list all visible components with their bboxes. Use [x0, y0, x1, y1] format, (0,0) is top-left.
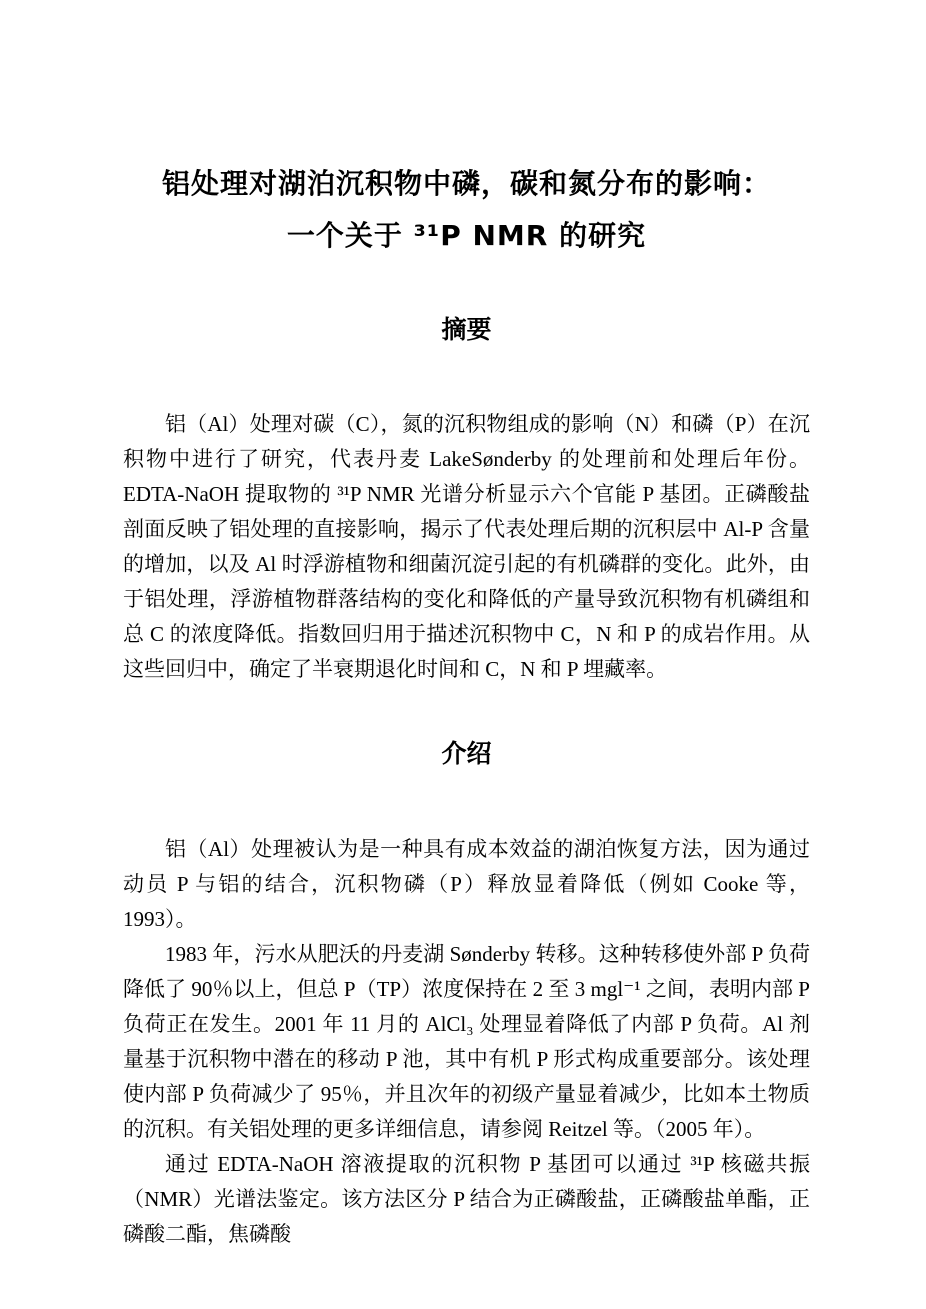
intro-paragraph-1: 铝（Al）处理被认为是一种具有成本效益的湖泊恢复方法，因为通过动员 P 与铝的结合，沉积物磷（P）释放显着降低（例如 Cooke 等，1993）。	[123, 837, 810, 931]
intro-paragraph-3: 通过 EDTA-NaOH 溶液提取的沉积物 P 基团可以通过 ³¹P 核磁共振（NMR）光谱法鉴定。该方法区分 P 结合为正磷酸盐，正磷酸盐单酯，正磷酸二酯，焦磷酸	[123, 1152, 810, 1246]
section-heading-introduction: 介绍	[441, 739, 492, 768]
abstract-paragraph: 铝（Al）处理对碳（C），氮的沉积物组成的影响（N）和磷（P）在沉积物中进行了研究，代表丹麦 LakeSønderby 的处理前和处理后年份。EDTA-NaOH 提取物的 ³¹P NMR 光谱分析显示六个官能 P 基团。正磷酸盐剖面反映了铝处理的直接影响，揭示了代表处理后期的沉积层中 Al-P 含量的增加，以及 Al 时浮游植物和细菌沉淀引起的有机磷群的变化。此外，由于铝处理，浮游植物群落结构的变化和降低的产量导致沉积物有机磷组和总 C 的浓度降低。指数回归用于描述沉积物中 C，N 和 P 的成岩作用。从这些回归中，确定了半衰期退化时间和 C，N 和 P 埋藏率。	[123, 412, 810, 681]
document-title-line-2: 一个关于 ³¹P NMR 的研究	[286, 219, 647, 252]
section-heading-abstract: 摘要	[441, 315, 492, 344]
document-title	[123, 158, 810, 262]
document-title-line-1: 铝处理对湖泊沉积物中磷，碳和氮分布的影响：	[161, 167, 771, 200]
intro-paragraph-2: 1983 年，污水从肥沃的丹麦湖 Sønderby 转移。这种转移使外部 P 负荷降低了 90％以上，但总 P（TP）浓度保持在 2 至 3 mgl⁻¹ 之间，表明内部 P 负荷正在发生。2001 年 11 月的 AlCl₃ 处理显着降低了内部 P 负荷。Al 剂量基于沉积物中潜在的移动 P 池，其中有机 P 形式构成重要部分。该处理使内部 P 负荷减少了 95％，并且次年的初级产量显着减少，比如本土物质的沉积。有关铝处理的更多详细信息，请参阅 Reitzel 等。（2005 年）。	[123, 942, 810, 1141]
